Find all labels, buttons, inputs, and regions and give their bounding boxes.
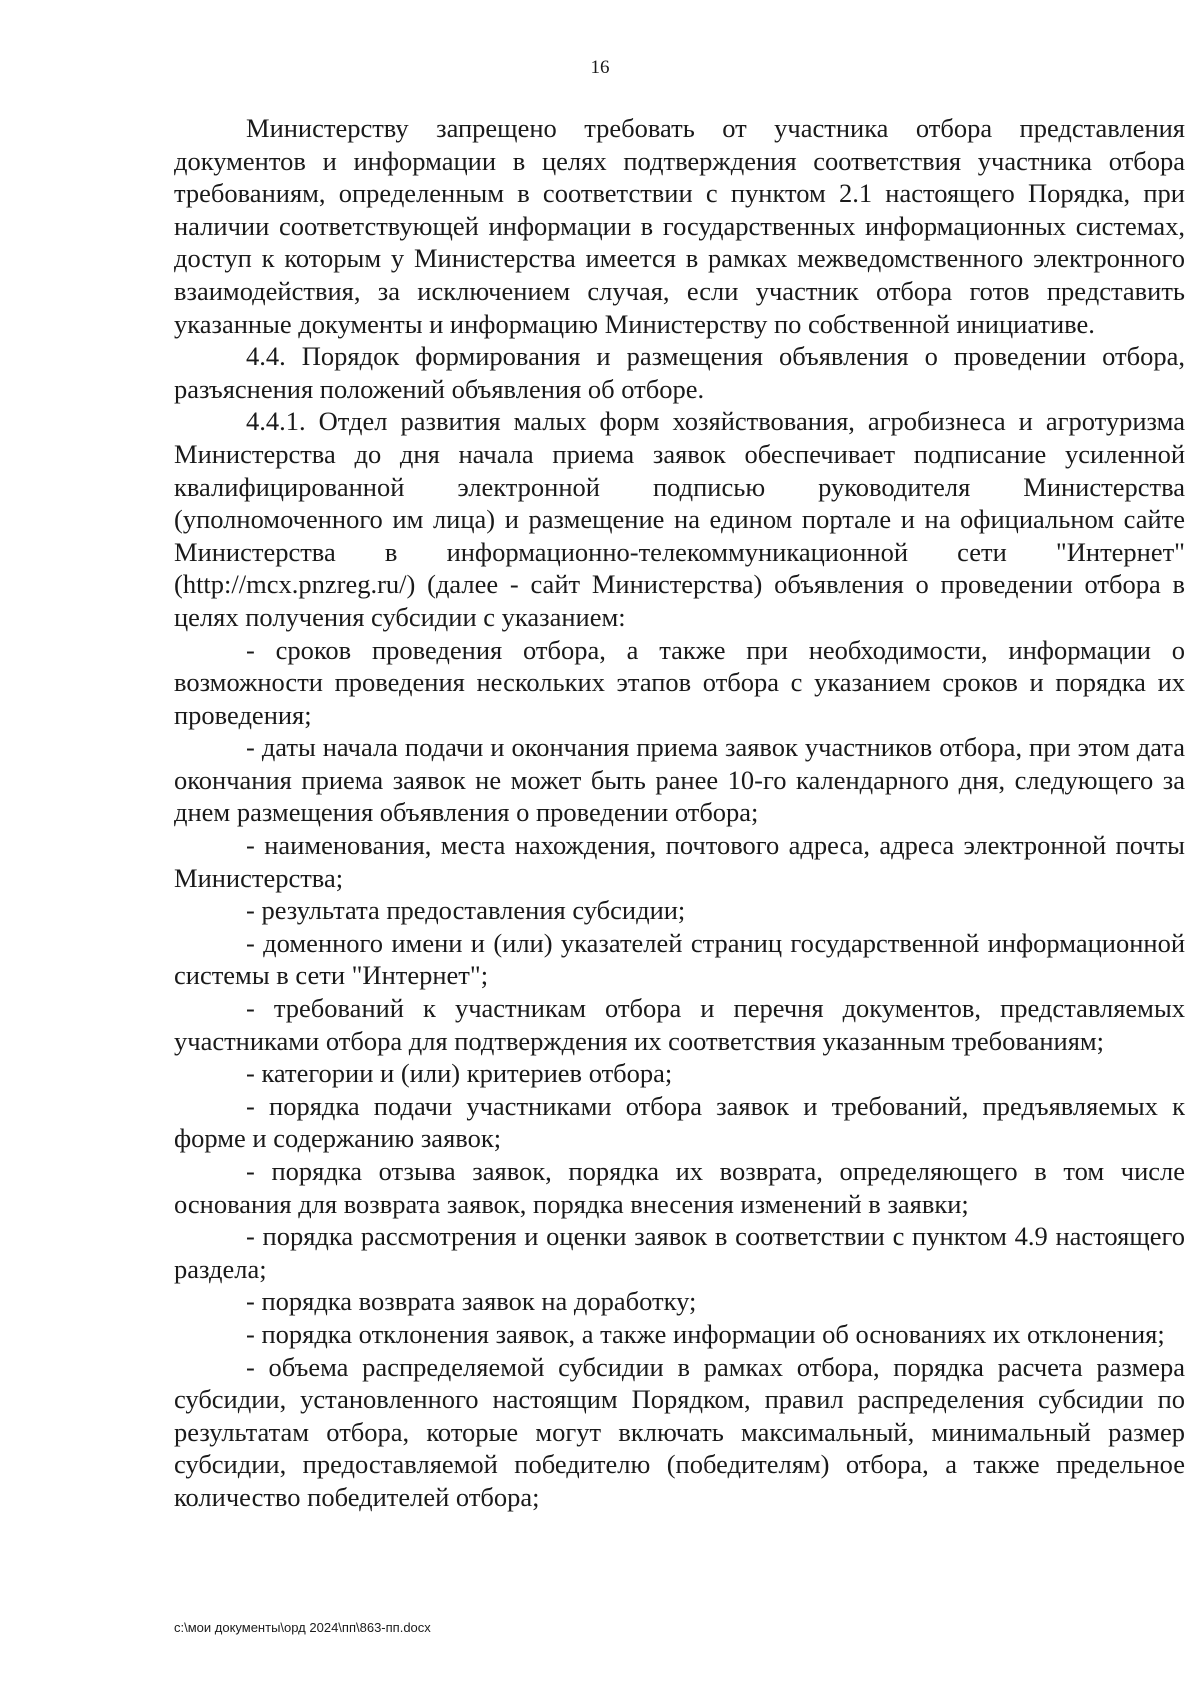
list-item: - категории и (или) критериев отбора; [246, 1058, 673, 1089]
list-item: - порядка возврата заявок на доработку; [246, 1286, 697, 1317]
paragraph: Министерству запрещено требовать от участника отбора представления документов и информации в целях подтверждения соответствия участника отбора требованиям, определенным в соответствии с пунктом 2.1 настоящего Порядка, при наличии соответствующей информации в государственных информационных системах, доступ к которым у Министерства имеется в рамках межведомственного электронного взаимодействия, за исключением случая, если участник отбора готов представить указанные документы и информацию Министерству по собственной инициативе. [174, 113, 1185, 339]
page-number: 16 [590, 57, 610, 78]
list-item: - порядка подачи участниками отбора заявок и требований, предъявляемых к форме и содержанию заявок; [174, 1090, 1185, 1154]
list-item: - порядка отзыва заявок, порядка их возврата, определяющего в том числе основания для возврата заявок, порядка внесения изменений в заявки; [174, 1156, 1185, 1219]
list-item: - даты начала подачи и окончания приема заявок участников отбора, при этом дата окончания приема заявок не может быть ранее 10-го календарного дня, следующего за днем размещения объявления о проведении отбора; [174, 732, 1185, 828]
list-item: - порядка рассмотрения и оценки заявок в соответствии с пунктом 4.9 настоящего раздела; [174, 1221, 1185, 1284]
list-item: - доменного имени и (или) указателей страниц государственной информационной системы в сети "Интернет"; [174, 927, 1185, 991]
list-item: - объема распределяемой субсидии в рамках отбора, порядка расчета размера субсидии, установленного настоящим Порядком, правил распределения субсидии по результатам отбора, которые могут включать максимальный, минимальный размер субсидии, предоставляемой победителю (победителям) отбора, а также предельное количество победителей отбора; [174, 1351, 1185, 1512]
list-item: - требований к участникам отбора и перечня документов, представляемых участниками отбора для подтверждения их соответствия указанным требованиям; [174, 993, 1185, 1056]
list-item: - наименования, места нахождения, почтового адреса, адреса электронной почты Министерства; [174, 830, 1185, 893]
section-heading-4-4: 4.4. Порядок формирования и размещения объявления о проведении отбора, разъяснения положений объявления об отборе. [174, 341, 1185, 404]
paragraph: 4.4.1. Отдел развития малых форм хозяйствования, агробизнеса и агротуризма Министерства до дня начала приема заявок обеспечивает подписание усиленной квалифицированной электронной подписью руководителя Министерства (уполномоченного им лица) и размещение на едином портале и на официальном сайте Министерства в информационно-телекоммуникационной сети "Интернет" (http://mcx.pnzreg.ru/) (далее - сайт Министерства) объявления о проведении отбора в целях получения субсидии с указанием: [174, 406, 1185, 632]
list-item: - сроков проведения отбора, а также при необходимости, информации о возможности проведения нескольких этапов отбора с указанием сроков и порядка их проведения; [174, 634, 1185, 730]
list-item: - результата предоставления субсидии; [246, 895, 686, 926]
list-item: - порядка отклонения заявок, а также информации об основаниях их отклонения; [246, 1318, 1165, 1349]
footer-file-path: c:\мои документы\орд 2024\пп\863-пп.docx [174, 1620, 431, 1635]
document-body [174, 112, 1185, 1514]
